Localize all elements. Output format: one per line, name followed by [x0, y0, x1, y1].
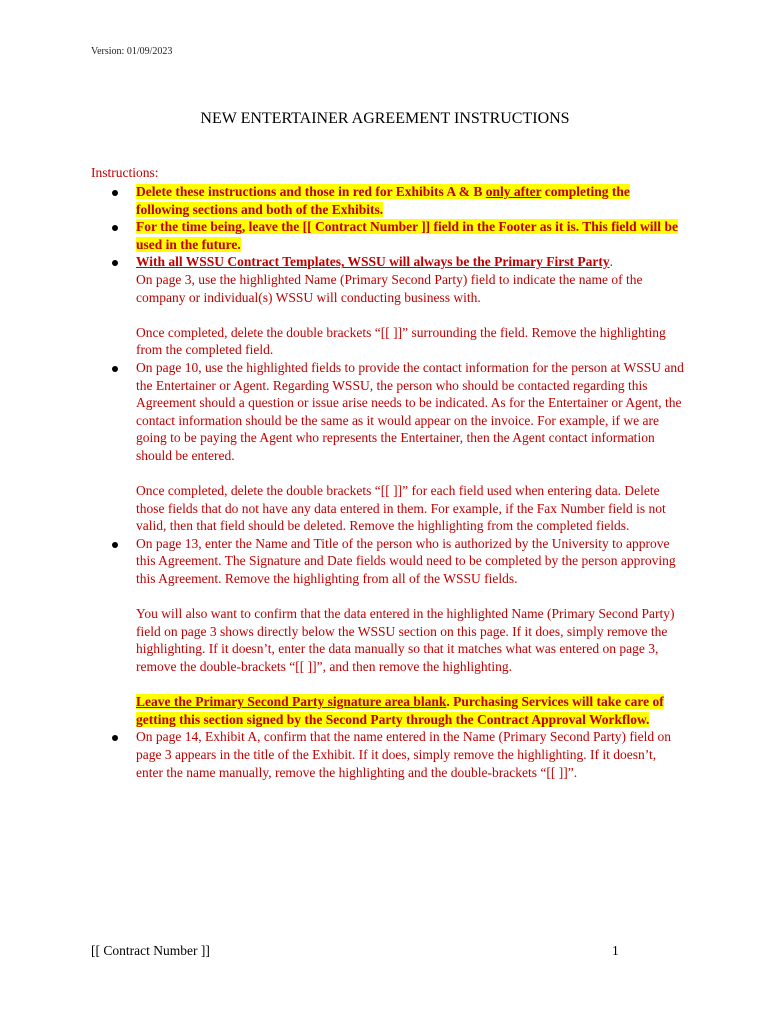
list-item-3 — [136, 253, 684, 359]
footer-page-number: 1 — [612, 943, 619, 958]
item-4-followup: Once completed, delete the double brackets “[[ ]]” for each field used when entering data. Delete those fields that do not have any data entered in them. For example, if the Fax Number field is not valid, then that field should be deleted. Remove the highlighting from the completed fields. — [136, 483, 666, 534]
item-5-text: On page 13, enter the Name and Title of the person who is authorized by the University to approve this Agreement. The Signature and Date fields would need to be completed by the person approving this Agreement. Remove the highlighting from all of the WSSU fields. — [136, 535, 676, 587]
instructions-label: Instructions: — [91, 165, 159, 180]
bullet-icon — [112, 735, 118, 741]
version-label: Version: 01/09/2023 — [91, 46, 173, 57]
item-5-note: Leave the Primary Second Party signature area blank. Purchasing Services will take care of getting this section signed by the Second Party through the Contract Approval Workflow. — [136, 694, 664, 727]
bullet-icon — [112, 190, 118, 196]
list-item-6 — [136, 728, 684, 781]
item-1-text: Delete these instructions and those in red for Exhibits A & B only after completing the following sections and both of the Exhibits. — [136, 184, 630, 217]
item-2-text: For the time being, leave the [[ Contract Number ]] field in the Footer as it is. This field will be used in the future. — [136, 219, 678, 252]
bullet-icon — [112, 260, 118, 266]
list-item-5 — [136, 535, 684, 729]
bullet-icon — [112, 542, 118, 548]
item-3-followup: Once completed, delete the double brackets “[[ ]]” surrounding the field. Remove the highlighting from the completed field. — [136, 324, 666, 358]
bullet-icon — [112, 366, 118, 372]
list-item-4 — [136, 359, 684, 535]
document-title: NEW ENTERTAINER AGREEMENT INSTRUCTIONS — [200, 110, 570, 127]
bullet-icon — [112, 225, 118, 231]
instructions-list — [136, 183, 684, 781]
item-5-followup: You will also want to confirm that the data entered in the highlighted Name (Primary Second Party) field on page 3 shows directly below the WSSU section on this page. If it does, simply remove the highlighting. If it doesn’t, enter the data manually so that it matches what was entered on page 3, remove the double-brackets “[[ ]]”, and then remove the highlighting. — [136, 606, 675, 675]
footer-contract-number: [[ Contract Number ]] — [91, 943, 210, 958]
list-item-2 — [136, 218, 684, 253]
list-item-1 — [136, 183, 684, 218]
item-6-text: On page 14, Exhibit A, confirm that the name entered in the Name (Primary Second Party) field on page 3 appears in the title of the Exhibit. If it does, simply remove the highlighting. If it doesn’t, enter the name manually, remove the highlighting and the double-brackets “[[ ]]”. — [136, 729, 671, 780]
item-3-text: With all WSSU Contract Templates, WSSU will always be the Primary First Party. On page 3, use the highlighted Name (Primary Second Party) field to indicate the name of the company or individual(s) WSSU will conducting business with. — [136, 254, 643, 305]
item-4-text: On page 10, use the highlighted fields to provide the contact information for the person at WSSU and the Entertainer or Agent. Regarding WSSU, the person who should be contacted regarding this Agreement should a question or issue arise needs to be indicated. As for the Entertainer or Agent, the contact information should be the same as it would appear on the invoice. For example, if we are going to be paying the Agent who represents the Entertainer, then the Agent contact information should be entered. — [136, 359, 684, 463]
